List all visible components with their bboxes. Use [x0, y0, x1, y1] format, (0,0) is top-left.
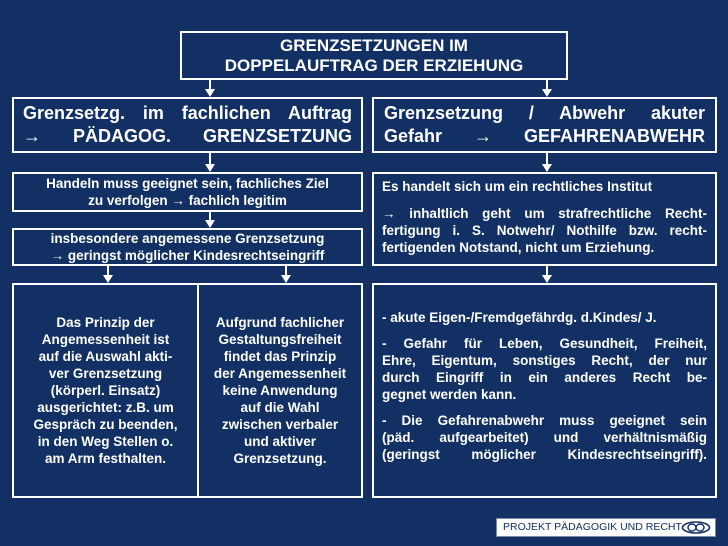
- danger-item-2: [382, 335, 707, 403]
- arrow-down-icon: [103, 275, 113, 283]
- left-suitability-box: [12, 172, 363, 212]
- principle-2-line: findet das Prinzip: [223, 349, 337, 364]
- right-header-box: [372, 97, 717, 153]
- principle-1-line: in den Weg Stellen o.: [37, 434, 174, 449]
- danger-item-2-line: gegnet werden kann.: [382, 387, 517, 402]
- principle-column-2: [199, 285, 361, 496]
- legal-justification-line: → inhaltlich geht um strafrechtliche Recht-: [382, 206, 707, 221]
- title-line-2: DOPPELAUFTRAG DER ERZIEHUNG: [224, 55, 524, 75]
- footer-project-label: [496, 518, 716, 537]
- right-danger-defense-box: [372, 283, 717, 498]
- danger-item-2-line: Ehre, Eigentum, sonstiges Recht, der nur: [382, 353, 707, 368]
- left-header-line-2: → PÄDAGOG. GRENZSETZUNG: [23, 126, 352, 146]
- arrow-down-icon: [542, 275, 552, 283]
- principle-2-line: und aktiver: [243, 434, 317, 449]
- principle-2-line: Aufgrund fachlicher: [215, 315, 345, 330]
- principle-1-line: am Arm festhalten.: [44, 451, 167, 466]
- arrow-down-icon: [205, 220, 215, 228]
- arrow-down-icon: [205, 89, 215, 97]
- diagram-title: [180, 31, 568, 80]
- legal-justification-text: [382, 205, 707, 256]
- principle-2-line: Gestaltungsfreiheit: [218, 332, 342, 347]
- left-proportionality-line-1: insbesondere angemessene Grenzsetzung: [50, 231, 325, 246]
- principle-1-line: (körperl. Einsatz): [50, 383, 161, 398]
- principle-1-line: auf die Auswahl akti-: [38, 349, 173, 364]
- principle-1-line: Angemessenheit ist: [41, 332, 170, 347]
- danger-item-1: - akute Eigen-/Fremdgefährdg. d.Kindes/ J.: [382, 310, 657, 325]
- principle-1-line: Das Prinzip der: [56, 315, 155, 330]
- principle-2-line: zwischen verbaler: [221, 417, 339, 432]
- left-proportionality-box: [12, 228, 363, 266]
- double-ring-logo-icon: [681, 521, 711, 534]
- right-header-line-2: Gefahr → GEFAHRENABWEHR: [384, 126, 705, 146]
- danger-item-3: [382, 412, 707, 463]
- principle-column-1: [14, 285, 197, 496]
- arrow-down-icon: [542, 164, 552, 172]
- right-header-line-1: Grenzsetzung / Abwehr akuter: [384, 103, 705, 123]
- left-suitability-line-1: Handeln muss geeignet sein, fachliches Ziel: [46, 176, 329, 191]
- principle-1-line: ver Grenzsetzung: [48, 366, 163, 381]
- left-proportionality-line-2: → geringst möglicher Kindesrechtseingriff: [50, 248, 325, 263]
- arrow-down-icon: [281, 275, 291, 283]
- left-suitability-line-2: zu verfolgen → fachlich legitim: [88, 193, 287, 208]
- legal-justification-line: fertigung i. S. Notwehr/ Nothilfe bzw. recht-: [382, 223, 707, 238]
- left-header-box: [12, 97, 363, 153]
- arrow-down-icon: [205, 164, 215, 172]
- danger-item-3-line: (päd. aufgearbeitet) und verhältnismäßig: [382, 430, 707, 445]
- left-principles-box: [12, 283, 363, 498]
- principle-2-line: keine Anwendung: [222, 383, 338, 398]
- legal-justification-line: fertigenden Notstand, nicht um Erziehung.: [382, 240, 655, 255]
- principle-2-line: der Angemessenheit: [213, 366, 347, 381]
- principle-2-line: Grenzsetzung.: [233, 451, 327, 466]
- principle-2-line: auf die Wahl: [240, 400, 320, 415]
- right-legal-institute-box: [372, 172, 717, 266]
- footer-label-text: PROJEKT PÄDAGOGIK UND RECHT: [503, 521, 682, 533]
- danger-item-2-line: - Gefahr für Leben, Gesundheit, Freiheit,: [382, 336, 707, 351]
- principle-1-line: ausgerichtet: z.B. um: [37, 400, 174, 415]
- danger-item-3-line: - Die Gefahrenabwehr muss geeignet sein: [382, 413, 707, 428]
- principle-1-line: Gespräch zu beenden,: [33, 417, 178, 432]
- title-line-1: GRENZSETZUNGEN IM: [280, 35, 468, 55]
- arrow-down-icon: [542, 89, 552, 97]
- left-header-line-1: Grenzsetzg. im fachlichen Auftrag: [23, 103, 352, 123]
- danger-item-3-line: (geringst möglicher Kindesrechtseingriff).: [382, 447, 707, 462]
- legal-institute-text: Es handelt sich um ein rechtliches Institut: [382, 179, 653, 194]
- danger-item-2-line: durch Eingriff in ein anderes Recht be-: [382, 370, 707, 385]
